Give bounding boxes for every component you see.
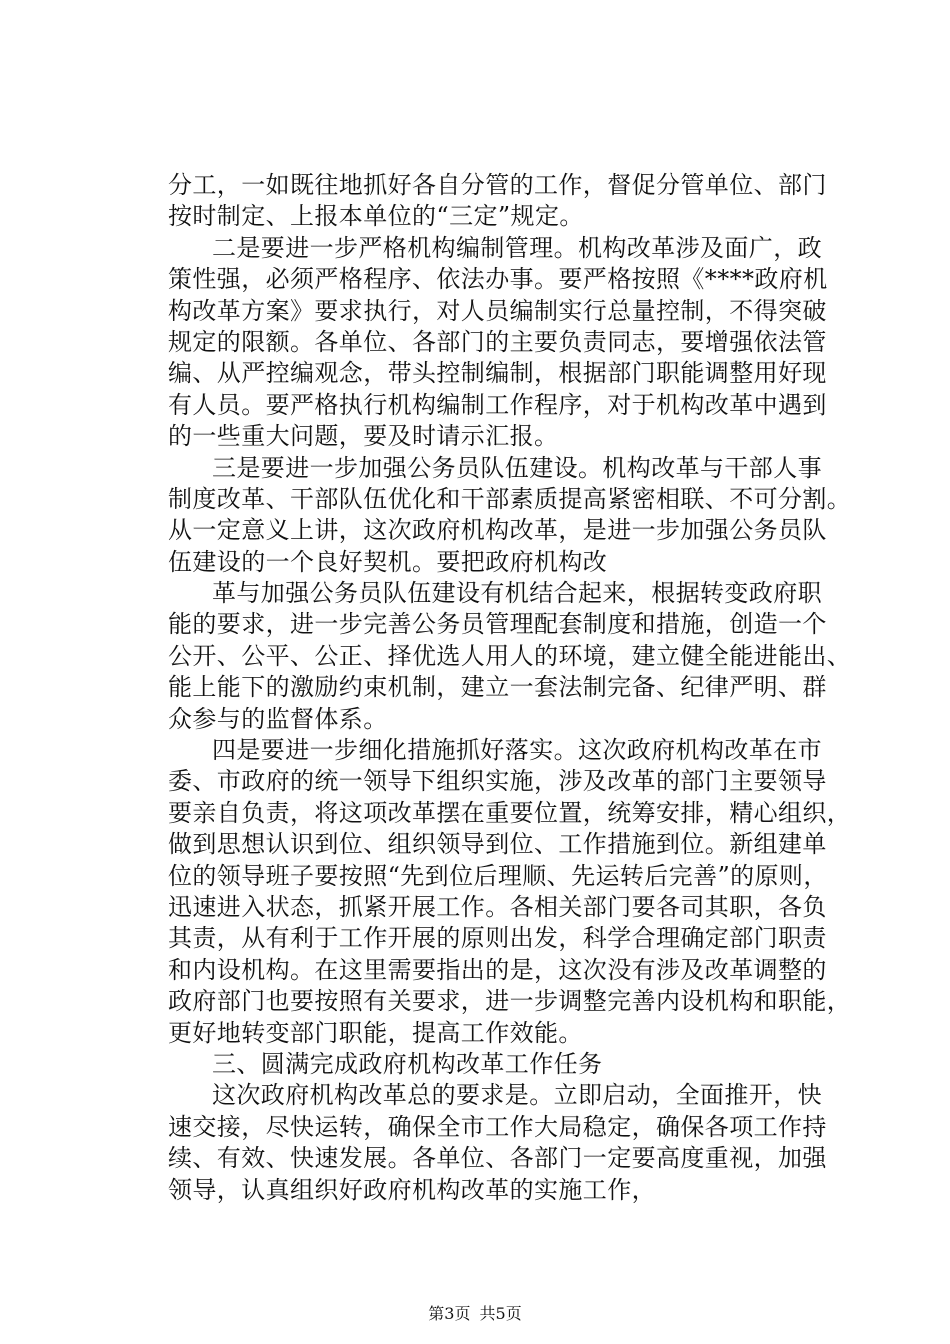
text-line: 委、市政府的统一领导下组织实施，涉及改革的部门主要领导 [168, 767, 827, 796]
page-footer [0, 1304, 950, 1324]
text-line: 从一定意义上讲，这次政府机构改革，是进一步加强公务员队 [168, 516, 827, 545]
text-line: 能的要求，进一步完善公务员管理配套制度和措施，创造一个 [168, 610, 827, 639]
text-line: 续、有效、快速发展。各单位、各部门一定要高度重视，加强 [168, 1144, 827, 1173]
text-line: 更好地转变部门职能，提高工作效能。 [168, 1018, 583, 1047]
text-line: 策性强，必须严格程序、依法办事。要严格按照《****政府机 [168, 265, 828, 294]
paragraph-start-line: 四是要进一步细化措施抓好落实。这次政府机构改革在市 [212, 736, 822, 765]
text-line: 有人员。要严格执行机构编制工作程序，对于机构改革中遇到 [168, 390, 827, 419]
paragraph-start-line: 这次政府机构改革总的要求是。立即启动，全面推开，快 [212, 1081, 822, 1110]
text-line: 编、从严控编观念，带头控制编制，根据部门职能调整用好现 [168, 359, 827, 388]
document-body [168, 170, 858, 1206]
text-line: 能上能下的激励约束机制，建立一套法制完备、纪律严明、群 [168, 673, 827, 702]
text-line: 要亲自负责，将这项改革摆在重要位置，统筹安排，精心组织， [168, 798, 852, 827]
text-line: 的一些重大问题，要及时请示汇报。 [168, 422, 559, 451]
paragraph-start-line: 三是要进一步加强公务员队伍建设。机构改革与干部人事 [212, 453, 822, 482]
text-line: 其责，从有利于工作开展的原则出发，科学合理确定部门职责 [168, 924, 827, 953]
text-line: 位的领导班子要按照“先到位后理顺、先运转后完善”的原则， [168, 861, 828, 890]
text-line: 和内设机构。在这里需要指出的是，这次没有涉及改革调整的 [168, 955, 827, 984]
paragraph-start-line: 二是要进一步严格机构编制管理。机构改革涉及面广，政 [212, 233, 822, 262]
text-line: 制度改革、干部队伍优化和干部素质提高紧密相联、不可分割。 [168, 484, 852, 513]
text-line: 分工，一如既往地抓好各自分管的工作，督促分管单位、部门 [168, 171, 827, 199]
text-line: 速交接，尽快运转，确保全市工作大局稳定，确保各项工作持 [168, 1112, 827, 1141]
text-line: 按时制定、上报本单位的“三定”规定。 [168, 202, 584, 231]
page-number: 第3页 [428, 1304, 471, 1323]
page-total: 共5页 [479, 1304, 522, 1323]
text-line: 规定的限额。各单位、各部门的主要负责同志，要增强依法管 [168, 327, 827, 356]
section-heading: 三、圆满完成政府机构改革工作任务 [212, 1049, 603, 1078]
text-line: 伍建设的一个良好契机。要把政府机构改 [168, 547, 608, 576]
paragraph-start-line: 革与加强公务员队伍建设有机结合起来，根据转变政府职 [212, 579, 822, 608]
text-line: 政府部门也要按照有关要求，进一步调整完善内设机构和职能， [168, 987, 852, 1016]
text-line: 迅速进入状态，抓紧开展工作。各相关部门要各司其职，各负 [168, 892, 827, 921]
text-line: 领导，认真组织好政府机构改革的实施工作， [168, 1175, 656, 1204]
text-line: 构改革方案》要求执行，对人员编制实行总量控制，不得突破 [168, 296, 827, 325]
text-line: 做到思想认识到位、组织领导到位、工作措施到位。新组建单 [168, 830, 827, 859]
text-line: 众参与的监督体系。 [168, 704, 388, 733]
text-line: 公开、公平、公正、择优选人用人的环境，建立健全能进能出、 [168, 641, 852, 670]
